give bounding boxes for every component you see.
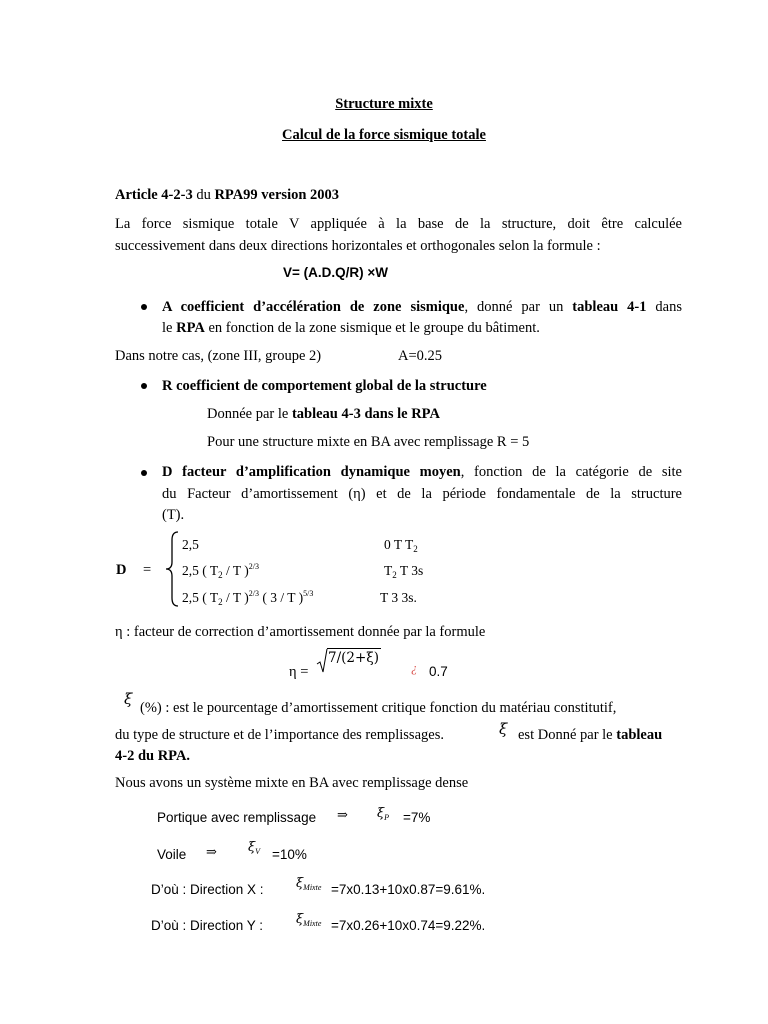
bullet-r-dot [141,383,147,389]
r-given-line [207,405,440,423]
eta-line: η : facteur de correction d’amortissement donnée par la formule [115,624,486,640]
bullet-a-term: A coefficient d’accélération de zone sismique [162,299,465,315]
bullet-a-text-4: en fonction de la zone sismique et le groupe du bâtiment. [204,320,540,336]
d-row-3-expr: 2,5 ( $T_2$ / T )$^{2/3}$ ( 3 / T )$^{5/3}$ [182,589,314,607]
system-line: Nous avons un système mixte en BA avec remplissage dense [115,775,469,791]
bullet-a-rpa: RPA [176,320,205,336]
d-row-3-cond: T 3 3s. [380,590,417,605]
xi-text-line-1: (%) : est le pourcentage d’amortissement critique fonction du matériau constitutif, [140,700,617,716]
voile-xi: $\xi_V$ [248,840,261,856]
dir-x-value: =7x0.13+10x0.87=9.61%. [331,882,486,897]
bullet-r-title: R coefficient de comportement global de la structure [162,378,487,394]
r-given-text: Donnée par le [207,406,292,422]
bullet-a-text-2: dans [646,299,683,315]
portique-arrow: ⇒ [337,807,348,822]
dir-y-value: =7x0.26+10x0.74=9.22%. [331,918,486,933]
dir-y-label: D’où : Direction Y : [151,918,264,933]
article-reference [115,186,339,204]
bullet-d-term: D facteur d’amplification dynamique moyen [162,464,461,480]
d-equals: = [143,562,152,578]
bullet-a-text-1: , donné par un [464,299,573,315]
xi-symbol-1: ξ [124,690,133,708]
dir-y-xi: $\xi_{Mixte}$ [296,912,322,928]
xi-text-line-2 [115,726,444,744]
xi-symbol-2: ξ [499,720,508,738]
eta-rhs: 0.7 [429,664,448,679]
bullet-d-text-1: , fonction de la catégorie de site [460,464,682,480]
article-code: RPA99 version 2003 [214,187,340,203]
bullet-a-line-2 [162,319,540,337]
xi-text-2b: est Donné par le [518,727,617,743]
eta-root-content: 7/(2+ξ) [328,650,380,666]
eta-lhs: η = [289,664,309,680]
dir-x-xi: $\xi_{Mixte}$ [296,876,322,892]
d-brace [164,530,180,608]
bullet-d-line-1 [162,463,682,481]
d-row-1-expr: 2,5 [182,537,199,552]
portique-label: Portique avec remplissage [157,810,317,825]
xi-text-2a: du type de structure et de l’importance des remplissages. [115,727,444,743]
d-row-1-cond: 0 T $T_2$ [384,537,418,554]
bullet-d-line-2: du Facteur d’amortissement (η) et de la période fondamentale de la structure [162,486,682,502]
xi-text-line-2b [518,726,662,744]
bullet-d-dot [141,470,147,476]
article-mid: du [192,187,215,203]
intro-line-2: successivement dans deux directions horizontales et orthogonales selon la formule : [115,238,601,254]
bullet-d-line-3: (T). [162,507,185,523]
r-given-table: tableau 4-3 dans le RPA [291,406,440,422]
xi-table-ref: 4-2 du RPA. [115,748,191,764]
dir-x-label: D’où : Direction X : [151,882,264,897]
a-value: A=0.25 [398,348,443,364]
d-row-2-expr: 2,5 ( $T_2$ / T )$^{2/3}$ [182,562,259,580]
bullet-a-line-1 [162,298,682,316]
document-title: Structure mixte [335,96,433,112]
d-row-2-cond: $T_2$ T 3s [384,563,424,580]
bullet-a-table: tableau 4-1 [572,299,647,315]
document-subtitle: Calcul de la force sismique totale [282,127,486,143]
eta-relation-symbol: ¿ [411,660,418,675]
xi-table-word: tableau [616,727,663,743]
bullet-a-dot [141,304,147,310]
bullet-a-text-3: le [162,320,177,336]
article-number: Article 4-2-3 [115,187,193,203]
formula-v: V= (A.D.Q/R) ×W [283,265,389,280]
case-line: Dans notre cas, (zone III, groupe 2) [115,348,322,364]
voile-arrow: ⇒ [206,844,217,859]
voile-value: =10% [272,847,307,862]
voile-label: Voile [157,847,187,862]
portique-xi: $\xi_P$ [377,806,390,822]
r-value-line: Pour une structure mixte en BA avec remplissage R = 5 [207,434,530,450]
portique-value: =7% [403,810,431,825]
d-lhs: D [116,562,127,578]
intro-line-1: La force sismique totale V appliquée à la base de la structure, doit être calculée [115,216,682,232]
